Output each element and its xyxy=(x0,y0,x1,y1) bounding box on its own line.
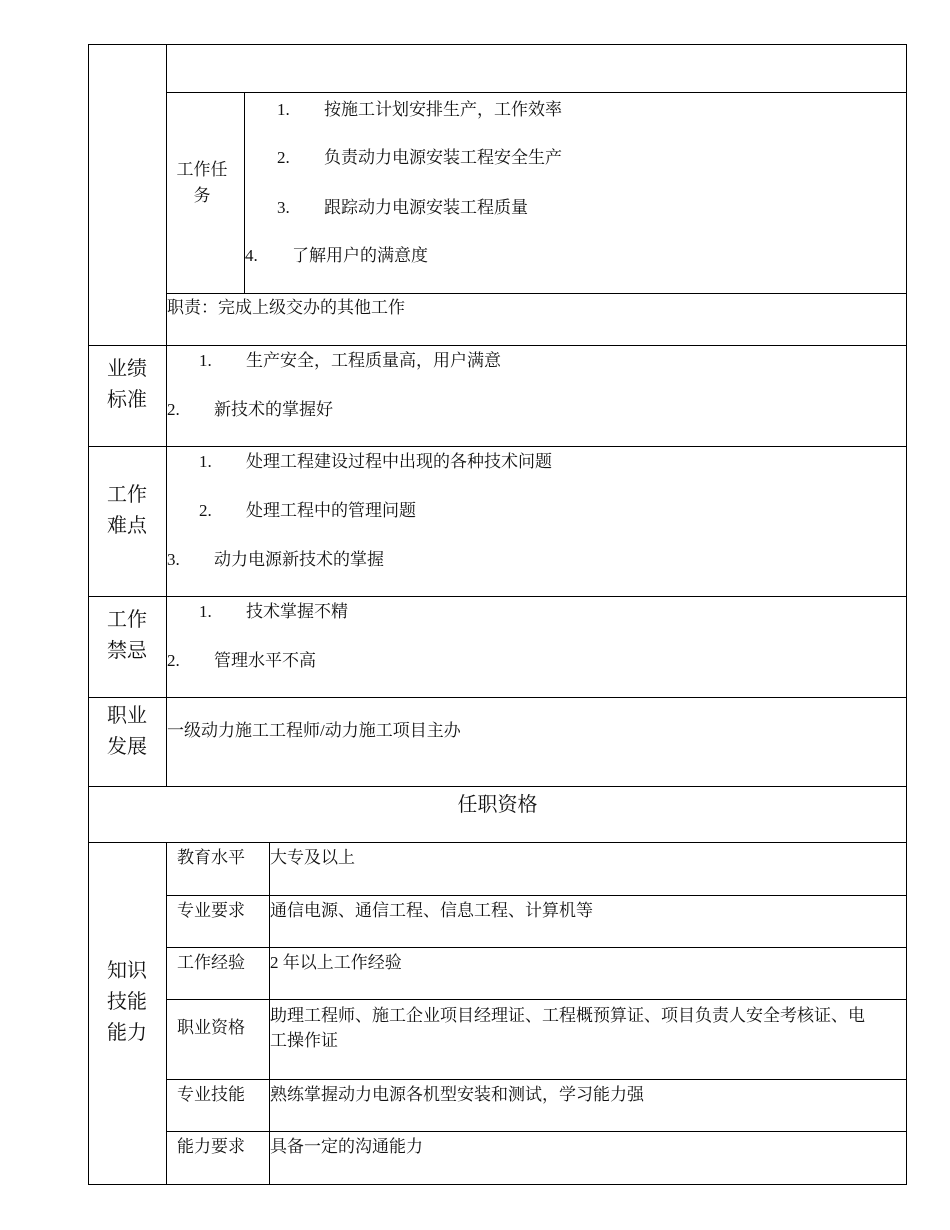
work-task-item: 负责动力电源安装工程安全生产 xyxy=(324,148,562,167)
work-task-item-num: 4. xyxy=(245,246,258,265)
table-border-right xyxy=(906,44,907,1185)
skill-key: 专业要求 xyxy=(177,901,245,920)
work-task-item-num: 2. xyxy=(277,148,290,167)
work-task-item: 跟踪动力电源安装工程质量 xyxy=(324,198,528,217)
work-task-item-num: 3. xyxy=(277,198,290,217)
table-border-top xyxy=(88,44,907,45)
row-divider xyxy=(166,947,907,948)
row-divider xyxy=(88,842,907,843)
work-task-item-num: 1. xyxy=(277,100,290,119)
difficulty-item-num: 3. xyxy=(167,550,180,569)
performance-item: 生产安全，工程质量高，用户满意 xyxy=(246,351,501,370)
row-divider xyxy=(88,446,907,447)
skill-value: 大专及以上 xyxy=(270,848,355,867)
skill-value: 具备一定的沟通能力 xyxy=(270,1137,423,1156)
skills-label: 知识 技能 能力 xyxy=(107,960,147,1044)
taboo-item: 技术掌握不精 xyxy=(246,602,348,621)
row-divider xyxy=(88,596,907,597)
table-border-bottom xyxy=(88,1184,907,1185)
row-divider xyxy=(88,345,907,346)
skills-label-divider xyxy=(166,842,167,1185)
row-divider xyxy=(166,293,907,294)
taboo-label: 工作 禁忌 xyxy=(107,609,147,662)
row-divider xyxy=(166,1131,907,1132)
row-divider xyxy=(166,999,907,1000)
career-label: 职业 发展 xyxy=(107,705,147,758)
work-task-item: 按施工计划安排生产，工作效率 xyxy=(324,100,562,119)
qualification-title: 任职资格 xyxy=(457,794,538,816)
difficulty-item: 处理工程中的管理问题 xyxy=(246,501,416,520)
difficulty-item: 处理工程建设过程中出现的各种技术问题 xyxy=(246,452,552,471)
skill-value: 通信电源、通信工程、信息工程、计算机等 xyxy=(270,901,593,920)
duty-text: 职责：完成上级交办的其他工作 xyxy=(167,298,405,317)
performance-label: 业绩 标准 xyxy=(107,358,147,411)
taboo-item-num: 1. xyxy=(199,602,212,621)
taboo-item-num: 2. xyxy=(167,651,180,670)
skill-key: 工作经验 xyxy=(177,953,245,972)
skill-value: 熟练掌握动力电源各机型安装和测试，学习能力强 xyxy=(270,1085,644,1104)
skill-key: 教育水平 xyxy=(177,848,245,867)
performance-item-num: 1. xyxy=(199,351,212,370)
row-divider xyxy=(166,92,907,93)
skill-key: 职业资格 xyxy=(177,1018,245,1037)
taboo-item: 管理水平不高 xyxy=(214,651,316,670)
career-text: 一级动力施工工程师/动力施工项目主办 xyxy=(167,721,461,740)
work-task-item: 了解用户的满意度 xyxy=(292,246,428,265)
work-task-label: 工作任 务 xyxy=(176,160,228,205)
row-divider xyxy=(166,895,907,896)
skill-value: 助理工程师、施工企业项目经理证、工程概预算证、项目负责人安全考核证、电工操作证 xyxy=(270,1006,865,1050)
skill-key: 能力要求 xyxy=(177,1137,245,1156)
performance-item-num: 2. xyxy=(167,400,180,419)
difficulty-item: 动力电源新技术的掌握 xyxy=(214,550,384,569)
difficulty-label: 工作 难点 xyxy=(107,484,147,537)
performance-item: 新技术的掌握好 xyxy=(214,400,333,419)
difficulty-item-num: 1. xyxy=(199,452,212,471)
skill-value: 2 年以上工作经验 xyxy=(270,953,402,972)
row-divider xyxy=(88,786,907,787)
skill-key: 专业技能 xyxy=(177,1085,245,1104)
row-divider xyxy=(166,1079,907,1080)
row-divider xyxy=(88,697,907,698)
difficulty-item-num: 2. xyxy=(199,501,212,520)
